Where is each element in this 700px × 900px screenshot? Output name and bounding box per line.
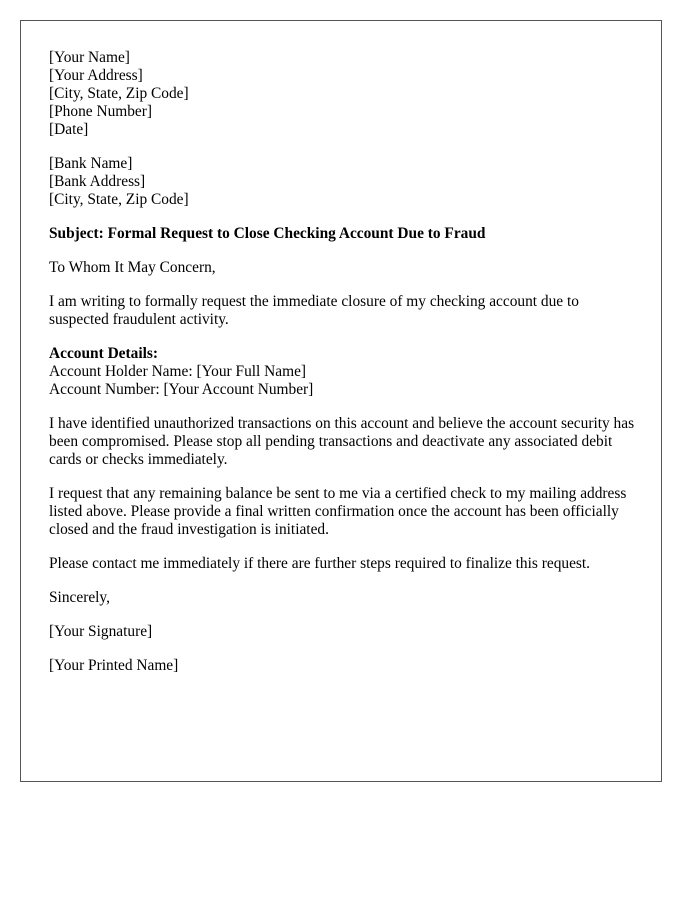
balance-paragraph: I request that any remaining balance be sent to me via a certified check to my mailing address listed above. Please provide a final written confirmation once the account has been officially closed and the fraud investigation is initiated. xyxy=(49,485,627,538)
signature: [Your Signature] xyxy=(49,623,153,640)
bank-city-state-zip: [City, State, Zip Code] xyxy=(49,191,189,208)
recipient-block xyxy=(49,155,639,209)
sender-block xyxy=(49,49,639,139)
sender-address: [Your Address] xyxy=(49,67,143,84)
sender-name: [Your Name] xyxy=(49,49,130,66)
intro-paragraph: I am writing to formally request the immediate closure of my checking account due to suspected fraudulent activity. xyxy=(49,293,579,328)
subject-line: Subject: Formal Request to Close Checking Account Due to Fraud xyxy=(49,225,486,242)
account-details-heading: Account Details: xyxy=(49,345,158,362)
letter-page xyxy=(20,20,662,782)
account-details-block xyxy=(49,345,639,399)
contact-paragraph: Please contact me immediately if there are further steps required to finalize this request. xyxy=(49,555,591,572)
sender-city-state-zip: [City, State, Zip Code] xyxy=(49,85,189,102)
closing: Sincerely, xyxy=(49,589,110,606)
bank-address: [Bank Address] xyxy=(49,173,146,190)
account-number-line: Account Number: [Your Account Number] xyxy=(49,381,314,398)
printed-name: [Your Printed Name] xyxy=(49,657,179,674)
sender-phone: [Phone Number] xyxy=(49,103,153,120)
letter-date: [Date] xyxy=(49,121,89,138)
salutation: To Whom It May Concern, xyxy=(49,259,216,276)
letter-body xyxy=(49,49,639,691)
unauthorized-paragraph: I have identified unauthorized transactions on this account and believe the account security has been compromised. Please stop all pending transactions and deactivate any associated debit cards or checks immediately. xyxy=(49,415,635,468)
account-holder-line: Account Holder Name: [Your Full Name] xyxy=(49,363,307,380)
bank-name: [Bank Name] xyxy=(49,155,133,172)
